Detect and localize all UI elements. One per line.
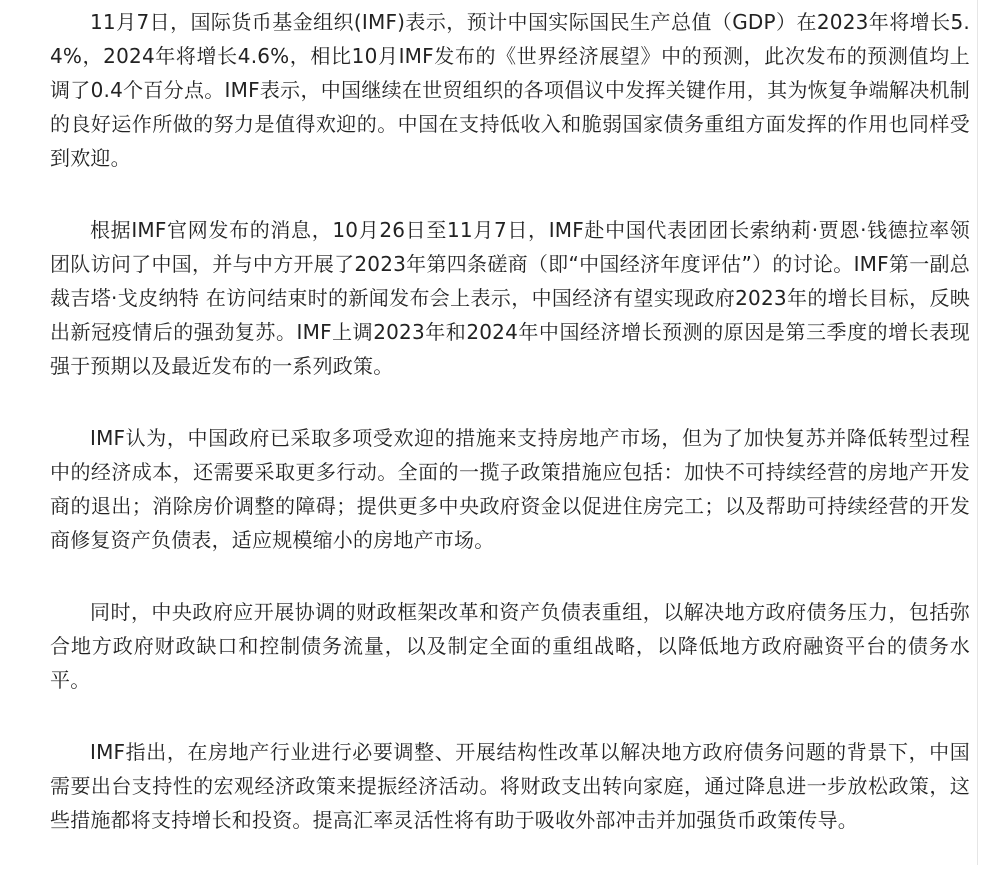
paragraph-imf-mission: 根据IMF官网发布的消息，10月26日至11月7日，IMF赴中国代表团团长索纳莉·贾恩·钱德拉率领团队访问了中国，并与中方开展了2023年第四条磋商（即“中国经济年度评估”）的讨论。IMF第一副总裁吉塔·戈皮纳特 在访问结束时的新闻发布会上表示，中国经济有望实现政府2023年的增长目标，反映出新冠疫情后的强劲复苏。IMF上调2023年和2024年中国经济增长预测的原因是第三季度的增长表现强于预期以及最近发布的一系列政策。: [50, 218, 970, 378]
article-body: [50, 5, 970, 875]
paragraph-local-government-debt: 同时，中央政府应开展协调的财政框架改革和资产负债表重组，以解决地方政府债务压力，包括弥合地方政府财政缺口和控制债务流量，以及制定全面的重组战略，以降低地方政府融资平台的债务水平。: [50, 600, 970, 692]
page-edge-divider: [977, 0, 978, 865]
paragraph-macro-policy: IMF指出，在房地产行业进行必要调整、开展结构性改革以解决地方政府债务问题的背景下，中国需要出台支持性的宏观经济政策来提振经济活动。将财政支出转向家庭，通过降息进一步放松政策，这些措施都将支持增长和投资。提高汇率灵活性将有助于吸收外部冲击并加强货币政策传导。: [50, 740, 970, 832]
paragraph-gdp-forecast: 11月7日，国际货币基金组织(IMF)表示，预计中国实际国民生产总值（GDP）在2023年将增长5.4%，2024年将增长4.6%，相比10月IMF发布的《世界经济展望》中的预测，此次发布的预测值均上调了0.4个百分点。IMF表示，中国继续在世贸组织的各项倡议中发挥关键作用，其为恢复争端解决机制的良好运作所做的努力是值得欢迎的。中国在支持低收入和脆弱国家债务重组方面发挥的作用也同样受到欢迎。: [50, 10, 970, 170]
paragraph-property-market: IMF认为，中国政府已采取多项受欢迎的措施来支持房地产市场，但为了加快复苏并降低转型过程中的经济成本，还需要采取更多行动。全面的一揽子政策措施应包括：加快不可持续经营的房地产开发商的退出；消除房价调整的障碍；提供更多中央政府资金以促进住房完工；以及帮助可持续经营的开发商修复资产负债表，适应规模缩小的房地产市场。: [50, 426, 970, 552]
